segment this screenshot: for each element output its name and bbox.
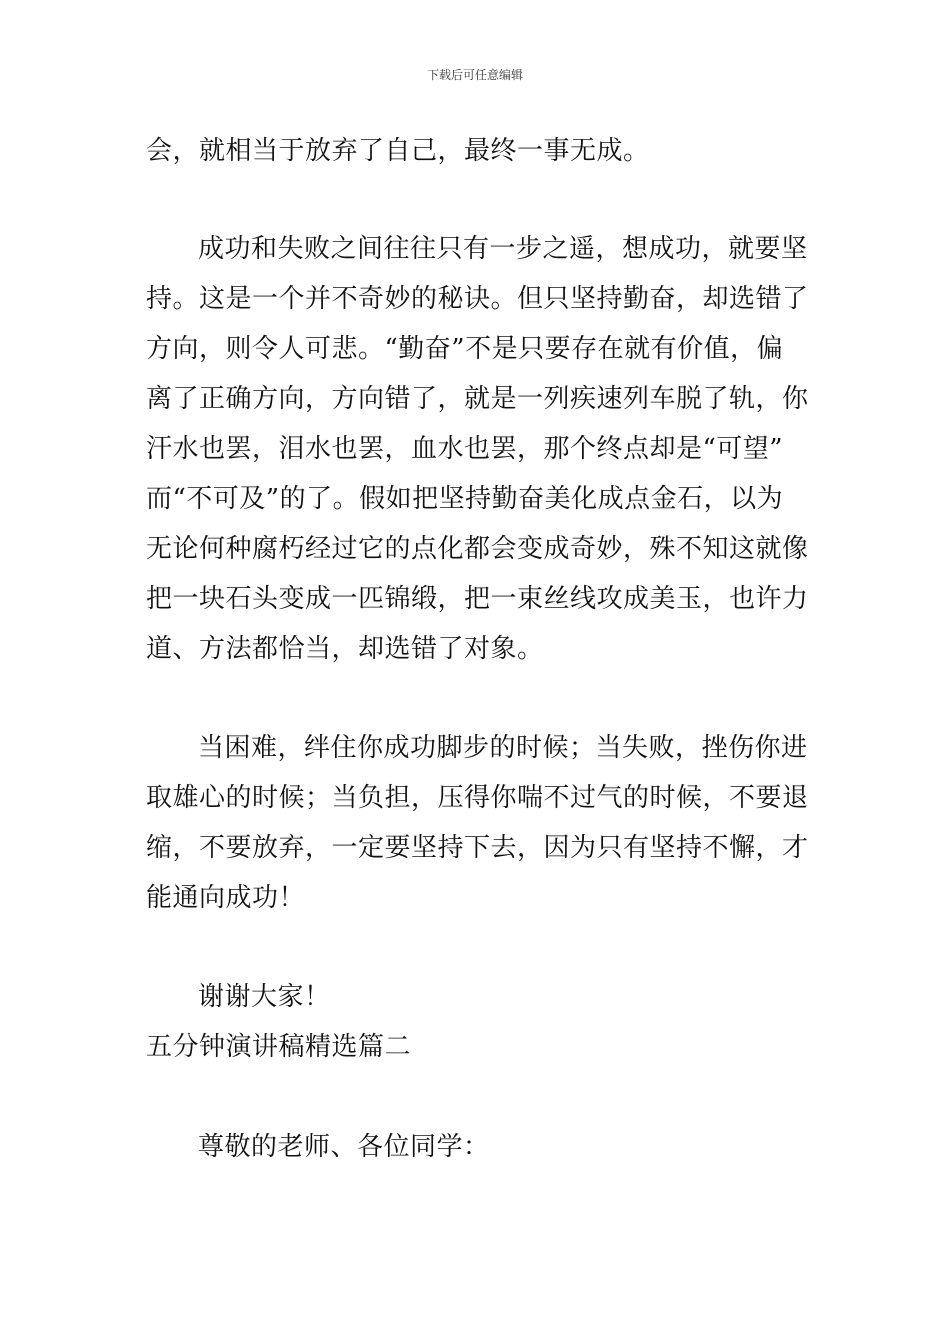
- text-line: 成功和失败之间往往只有一步之遥，想成功，就要坚: [198, 234, 808, 264]
- text-line: 把一块石头变成一匹锦缎，把一束丝线攻成美玉，也许力: [146, 584, 809, 614]
- text-line: 汗水也罢，泪水也罢，血水也罢，那个终点却是“可望”: [146, 434, 784, 464]
- text-line: 离了正确方向，方向错了，就是一列疾速列车脱了轨，你: [146, 384, 809, 414]
- text-line: 取雄心的时候；当负担，压得你喘不过气的时候，不要退: [146, 783, 809, 813]
- text-line: 持。这是一个并不奇妙的秘诀。但只坚持勤奋，却选错了: [146, 284, 809, 314]
- section-title: 五分钟演讲稿精选篇二: [146, 1032, 412, 1062]
- text-line: 无论何种腐朽经过它的点化都会变成奇妙，殊不知这就像: [146, 534, 809, 564]
- text-line: 谢谢大家！: [198, 982, 331, 1012]
- text-line: 方向，则令人可悲。“勤奋”不是只要存在就有价值，偏: [146, 334, 784, 364]
- page-header: 下载后可任意编辑: [426, 68, 523, 82]
- text-line: 而“不可及”的了。假如把坚持勤奋美化成点金石，以为: [146, 484, 784, 514]
- text-line: 当困难，绊住你成功脚步的时候；当失败，挫伤你进: [198, 733, 808, 763]
- text-line: 会，就相当于放弃了自己，最终一事无成。: [146, 136, 650, 166]
- text-line: 缩，不要放弃，一定要坚持下去，因为只有坚持不懈，才: [146, 833, 809, 863]
- text-line: 道、方法都恰当，却选错了对象。: [146, 634, 544, 664]
- text-line: 能通向成功！: [146, 883, 306, 913]
- salutation: 尊敬的老师、各位同学：: [198, 1132, 490, 1162]
